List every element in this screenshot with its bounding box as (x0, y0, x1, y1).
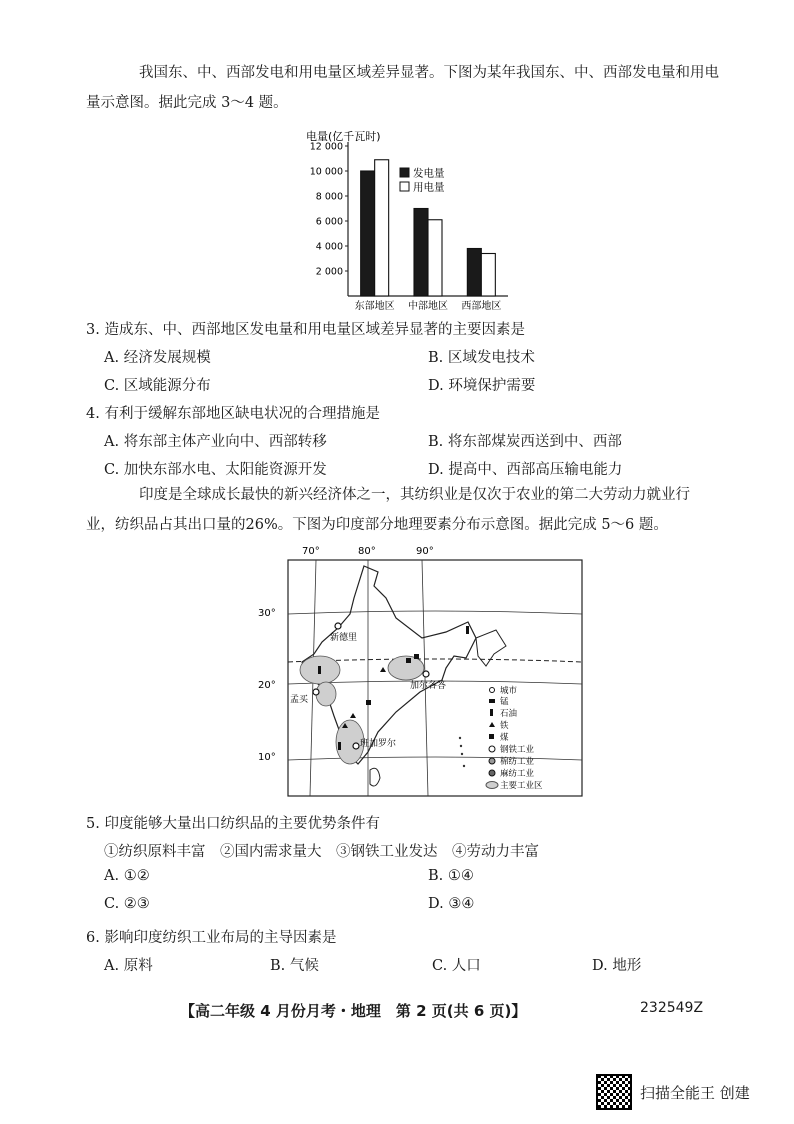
q5-items: ①纺织原料丰富 ②国内需求量大 ③钢铁工业发达 ④劳动力丰富 (104, 844, 539, 860)
lon-label-80: 80° (358, 546, 376, 557)
q3-option-a[interactable]: A. 经济发展规模 (104, 350, 211, 366)
map-legend (486, 685, 543, 791)
chart-xlabels (355, 299, 502, 312)
chart-xtick-label: 中部地区 (408, 301, 448, 312)
exam-code: 232549Z (640, 1000, 704, 1016)
bar-consumption-1 (428, 220, 442, 296)
q3-option-d[interactable]: D. 环境保护需要 (428, 378, 536, 394)
intro-2-line-1: 印度是全球成长最快的新兴经济体之一，其纺织业是仅次于农业的第二大劳动力就业行 (139, 487, 690, 503)
q4-option-a[interactable]: A. 将东部主体产业向中、西部转移 (104, 434, 327, 450)
grid-lat-30 (288, 611, 582, 614)
sri-lanka-outline (370, 768, 380, 786)
bar-generation-1 (414, 209, 428, 297)
lon-label-90: 90° (416, 546, 434, 557)
chart-ytick-label: 4 000 (315, 241, 343, 253)
power-bar-chart (300, 126, 520, 316)
qr-code-icon (596, 1074, 632, 1110)
chart-bars (361, 160, 496, 296)
chart-legend (400, 167, 445, 194)
question-5-stem: 5. 印度能够大量出口纺织品的主要优势条件有 (86, 816, 380, 832)
q5-option-b[interactable]: B. ①④ (428, 868, 474, 884)
q6-option-a[interactable]: A. 原料 (104, 958, 153, 974)
q5-option-a[interactable]: A. ①② (104, 868, 150, 884)
northeast-outline (476, 630, 506, 666)
question-3-stem: 3. 造成东、中、西部地区发电量和用电量区域差异显著的主要因素是 (86, 322, 525, 338)
scanner-label: 扫描全能王 创建 (640, 1083, 750, 1102)
legend-industrial-zone: 主要工业区 (500, 781, 543, 791)
q5-option-d[interactable]: D. ③④ (428, 896, 475, 912)
grid-lon-90 (422, 560, 428, 796)
chart-ylabel: 电量(亿千瓦时) (306, 130, 381, 143)
lon-label-70: 70° (302, 546, 320, 557)
q6-option-d[interactable]: D. 地形 (592, 958, 642, 974)
q4-option-d[interactable]: D. 提高中、西部高压输电能力 (428, 462, 623, 478)
legend-swatch-1 (400, 182, 409, 191)
intro-paragraph-2 (86, 480, 730, 540)
question-6-stem: 6. 影响印度纺织工业布局的主导因素是 (86, 930, 337, 946)
legend-city: 城市 (500, 686, 518, 696)
legend-coal: 煤 (500, 733, 509, 743)
legend-jute: 麻纺工业 (500, 769, 535, 779)
chart-ytick-label: 6 000 (315, 216, 343, 228)
chart-ytick-label: 8 000 (315, 191, 343, 203)
intro-2-line-2: 业，纺织品占其出口量的26%。下图为印度部分地理要素分布示意图。据此完成 5～6 题。 (86, 517, 668, 533)
chart-xtick-label: 东部地区 (354, 301, 395, 312)
legend-label-0: 发电量 (413, 167, 445, 180)
intro-1-line-2: 量示意图。据此完成 3～4 题。 (86, 95, 288, 111)
q6-option-c[interactable]: C. 人口 (432, 958, 481, 974)
chart-ytick-label: 12 000 (309, 141, 343, 153)
city-mumbai-marker (313, 689, 319, 695)
bar-generation-2 (467, 249, 481, 297)
legend-oil: 石油 (500, 709, 518, 719)
q4-option-c[interactable]: C. 加快东部水电、太阳能资源开发 (104, 462, 327, 478)
legend-label-1: 用电量 (413, 181, 445, 194)
lat-label-20: 20° (258, 680, 276, 691)
question-4-stem: 4. 有利于缓解东部地区缺电状况的合理措施是 (86, 406, 380, 422)
bar-generation-0 (361, 171, 375, 296)
bar-consumption-0 (375, 160, 389, 296)
grid-lat-10 (288, 757, 582, 760)
q4-option-b[interactable]: B. 将东部煤炭西送到中、西部 (428, 434, 622, 450)
city-new-delhi-marker (335, 623, 341, 629)
industrial-zone-mumbai (316, 682, 336, 706)
city-bangalore-label: 班加罗尔 (360, 739, 397, 749)
legend-iron: 铁 (500, 721, 509, 731)
chart-xtick-label: 西部地区 (461, 301, 502, 312)
chart-yticks (310, 142, 348, 278)
page-footer: 【高二年级 4 月份月考・地理 第 2 页(共 6 页)】 (180, 1002, 527, 1020)
lat-label-30: 30° (258, 608, 276, 619)
q3-option-c[interactable]: C. 区域能源分布 (104, 378, 211, 394)
chart-ytick-label: 2 000 (315, 266, 343, 278)
legend-swatch-0 (400, 168, 409, 177)
scanner-watermark (596, 1074, 750, 1110)
chart-ytick-label: 10 000 (309, 166, 343, 178)
q5-option-c[interactable]: C. ②③ (104, 896, 150, 912)
city-kolkata-marker (423, 671, 429, 677)
q6-option-b[interactable]: B. 气候 (270, 958, 319, 974)
q3-option-b[interactable]: B. 区域发电技术 (428, 350, 535, 366)
bar-consumption-2 (481, 254, 495, 297)
city-new-delhi-label: 新德里 (330, 633, 358, 643)
intro-paragraph-1 (86, 58, 730, 118)
lat-label-10: 10° (258, 752, 276, 763)
intro-1-line-1: 我国东、中、西部发电和用电量区域差异显著。下图为某年我国东、中、西部发电量和用电 (139, 65, 719, 81)
legend-manganese: 锰 (500, 697, 509, 707)
city-kolkata-label: 加尔各答 (410, 681, 447, 691)
india-map (246, 542, 586, 812)
legend-steel: 钢铁工业 (500, 745, 535, 755)
legend-cotton: 棉纺工业 (500, 757, 535, 767)
andaman-islands (459, 737, 465, 767)
city-bangalore-marker (353, 743, 359, 749)
city-mumbai-label: 孟买 (290, 695, 309, 705)
